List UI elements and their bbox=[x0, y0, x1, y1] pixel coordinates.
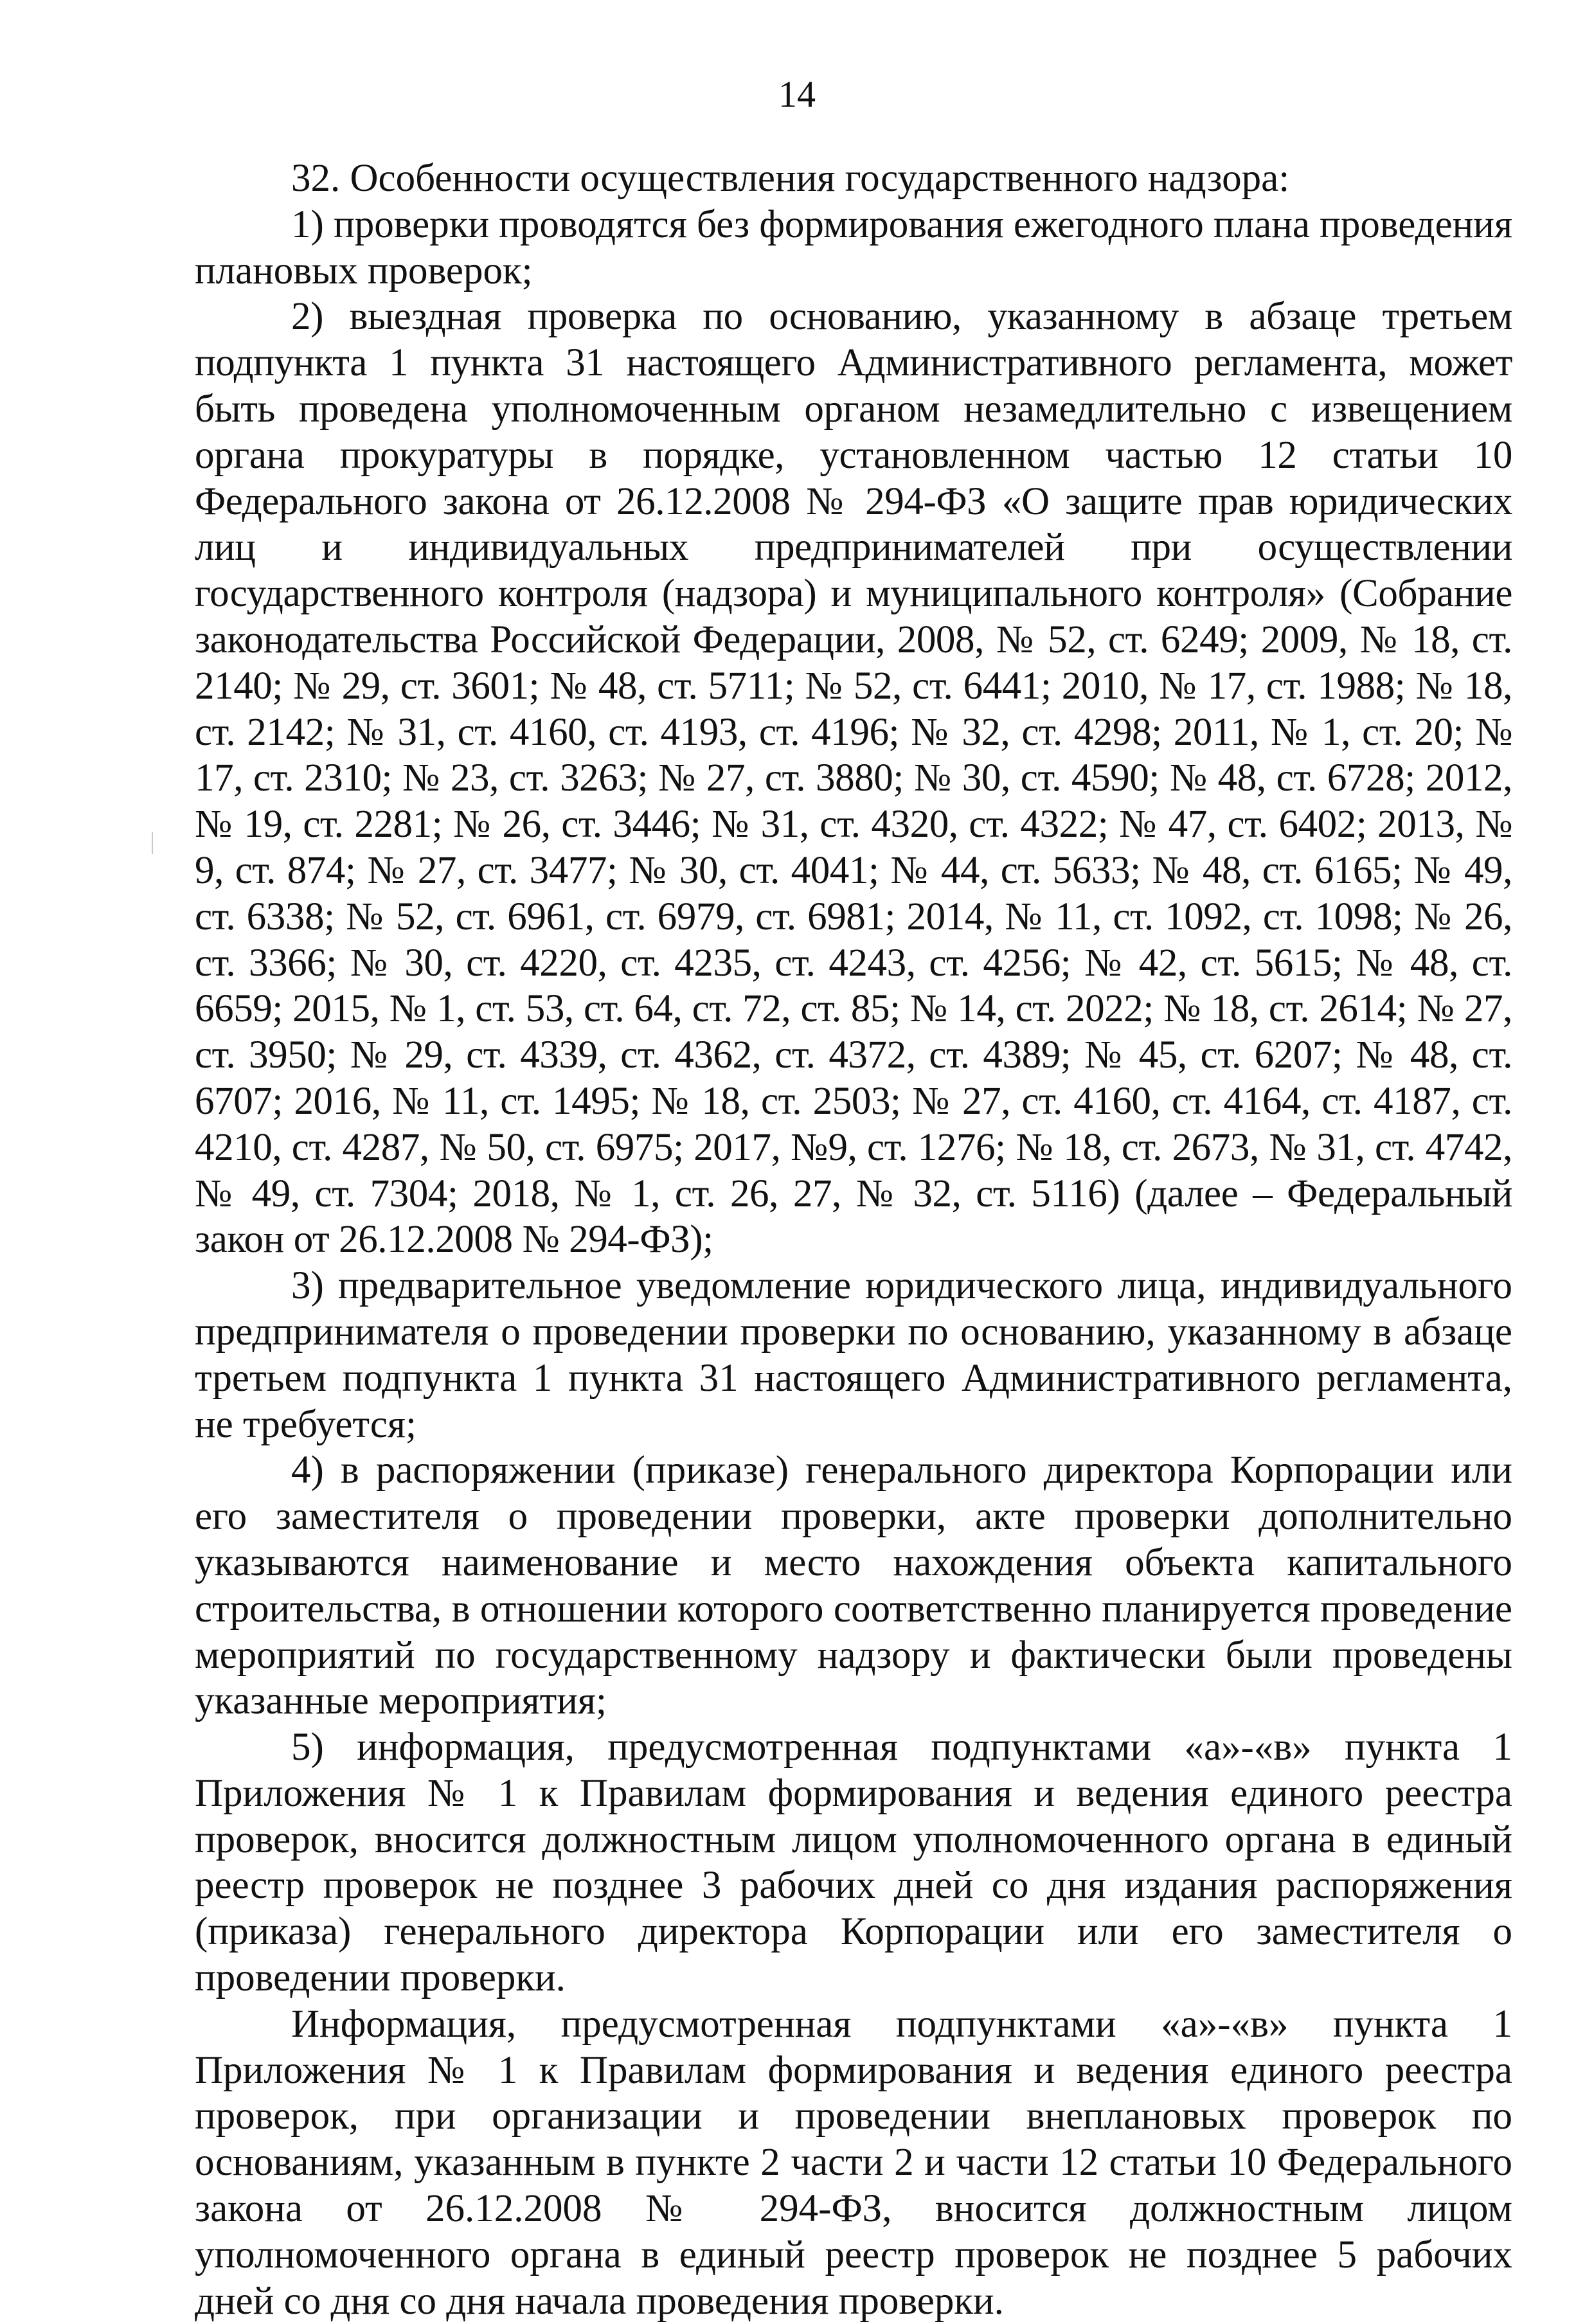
paragraph-information: Информация, предусмотренная подпунктами «а»-«в» пункта 1 Приложения № 1 к Правилам формирования и ведения единого реестра проверок, при организации и проведении внеплановых проверок по основаниям, указанным в пункте 2 части 2 и части 12 статьи 10 Федерального закона от 26.12.2008 № 294-ФЗ, вносится должностным лицом уполномоченного органа в единый реестр проверок не позднее 5 рабочих дней со дня со дня начала проведения проверки. bbox=[195, 2002, 1512, 2323]
paragraph-item-1: 1) проверки проводятся без формирования ежегодного плана проведения плановых проверок; bbox=[195, 202, 1512, 292]
paragraph-item-3: 3) предварительное уведомление юридического лица, индивидуального предпринимателя о проведении проверки по основанию, указанному в абзаце третьем подпункта 1 пункта 31 настоящего Административного регламента, не требуется; bbox=[195, 1264, 1512, 1446]
margin-mark bbox=[152, 832, 153, 854]
page-number: 14 bbox=[778, 73, 816, 115]
document-body bbox=[195, 156, 1512, 2324]
paragraph-32-heading: 32. Особенности осуществления государственного надзора: bbox=[291, 157, 1290, 200]
paragraph-item-2: 2) выездная проверка по основанию, указанному в абзаце третьем подпункта 1 пункта 31 настоящего Административного регламента, может быть проведена уполномоченным органом незамедлительно с извещением органа прокуратуры в порядке, установленном частью 12 статьи 10 Федерального закона от 26.12.2008 № 294-ФЗ «О защите прав юридических лиц и индивидуальных предпринимателей при осуществлении государственного контроля (надзора) и муниципального контроля» (Собрание законодательства Российской Федерации, 2008, № 52, ст. 6249; 2009, № 18, ст. 2140; № 29, ст. 3601; № 48, ст. 5711; № 52, ст. 6441; 2010, № 17, ст. 1988; № 18, ст. 2142; № 31, ст. 4160, ст. 4193, ст. 4196; № 32, ст. 4298; 2011, № 1, ст. 20; № 17, ст. 2310; № 23, ст. 3263; № 27, ст. 3880; № 30, ст. 4590; № 48, ст. 6728; 2012, № 19, ст. 2281; № 26, ст. 3446; № 31, ст. 4320, ст. 4322; № 47, ст. 6402; 2013, № 9, ст. 874; № 27, ст. 3477; № 30, ст. 4041; № 44, ст. 5633; № 48, ст. 6165; № 49, ст. 6338; № 52, ст. 6961, ст. 6979, ст. 6981; 2014, № 11, ст. 1092, ст. 1098; № 26, ст. 3366; № 30, ст. 4220, ст. 4235, ст. 4243, ст. 4256; № 42, ст. 5615; № 48, ст. 6659; 2015, № 1, ст. 53, ст. 64, ст. 72, ст. 85; № 14, ст. 2022; № 18, ст. 2614; № 27, ст. 3950; № 29, ст. 4339, ст. 4362, ст. 4372, ст. 4389; № 45, ст. 6207; № 48, ст. 6707; 2016, № 11, ст. 1495; № 18, ст. 2503; № 27, ст. 4160, ст. 4164, ст. 4187, ст. 4210, ст. 4287, № 50, ст. 6975; 2017, №9, ст. 1276; № 18, ст. 2673, № 31, ст. 4742, № 49, ст. 7304; 2018, № 1, ст. 26, 27, № 32, ст. 5116) (далее – Федеральный закон от 26.12.2008 № 294-ФЗ); bbox=[195, 295, 1512, 1262]
paragraph-item-4: 4) в распоряжении (приказе) генерального директора Корпорации или его заместителя о проведении проверки, акте проверки дополнительно указываются наименование и место нахождения объекта капитального строительства, в отношении которого соответственно планируется проведение мероприятий по государственному надзору и фактически были проведены указанные мероприятия; bbox=[195, 1449, 1512, 1723]
paragraph-item-5: 5) информация, предусмотренная подпунктами «а»-«в» пункта 1 Приложения № 1 к Правилам формирования и ведения единого реестра проверок, вносится должностным лицом уполномоченного органа в единый реестр проверок не позднее 3 рабочих дней со дня издания распоряжения (приказа) генерального директора Корпорации или его заместителя о проведении проверки. bbox=[195, 1726, 1512, 2000]
